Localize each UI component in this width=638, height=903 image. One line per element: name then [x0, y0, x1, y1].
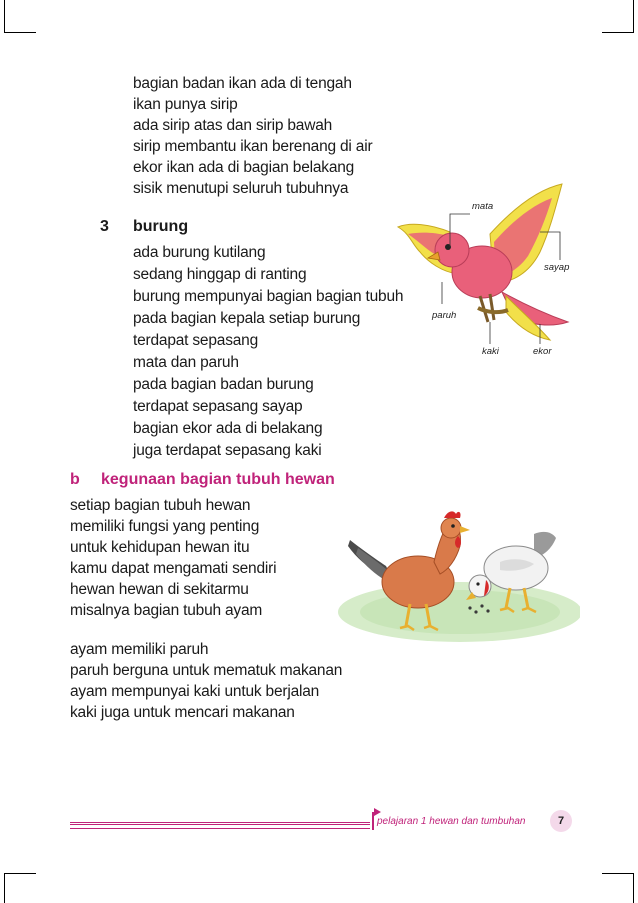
text-line: bagian ekor ada di belakang: [133, 420, 323, 437]
text-line: ada burung kutilang: [133, 244, 266, 261]
footer-arrow-icon: [374, 808, 381, 816]
text-line: terdapat sepasang sayap: [133, 398, 303, 415]
page-number: 7: [550, 810, 572, 832]
text-line: burung mempunyai bagian bagian tubuh: [133, 288, 404, 305]
text-line: kaki juga untuk mencari makanan: [70, 704, 295, 721]
text-line: juga terdapat sepasang kaki: [133, 442, 322, 459]
footer-text: pelajaran 1 hewan dan tumbuhan: [377, 816, 526, 827]
chickens-illustration: [330, 500, 580, 650]
crop-mark: [4, 0, 5, 32]
text-line: ikan punya sirip: [133, 96, 238, 113]
section-title: kegunaan bagian tubuh hewan: [101, 471, 335, 488]
text-line: misalnya bagian tubuh ayam: [70, 602, 263, 619]
text-line: bagian badan ikan ada di tengah: [133, 75, 352, 92]
crop-mark: [602, 873, 634, 874]
text-line: pada bagian kepala setiap burung: [133, 310, 361, 327]
crop-mark: [4, 32, 36, 33]
text-line: ekor ikan ada di bagian belakang: [133, 159, 355, 176]
section-title: burung: [133, 218, 189, 235]
text-line: ayam mempunyai kaki untuk berjalan: [70, 683, 320, 700]
crop-mark: [633, 0, 634, 32]
text-line: paruh berguna untuk mematuk makanan: [70, 662, 343, 679]
crop-mark: [4, 873, 5, 903]
bird-label-kaki: kaki: [482, 346, 499, 357]
text-line: sedang hinggap di ranting: [133, 266, 307, 283]
crop-mark: [602, 32, 634, 33]
text-line: kamu dapat mengamati sendiri: [70, 560, 277, 577]
section-letter: b: [70, 471, 80, 488]
crop-mark: [633, 873, 634, 903]
bird-label-ekor: ekor: [533, 346, 552, 357]
text-line: memiliki fungsi yang penting: [70, 518, 260, 535]
text-line: sirip membantu ikan berenang di air: [133, 138, 373, 155]
text-line: mata dan paruh: [133, 354, 239, 371]
text-line: hewan hewan di sekitarmu: [70, 581, 249, 598]
section-number: 3: [100, 218, 109, 235]
footer-rule-inner: [70, 824, 370, 825]
text-line: ayam memiliki paruh: [70, 641, 209, 658]
text-line: ada sirip atas dan sirip bawah: [133, 117, 333, 134]
text-line: untuk kehidupan hewan itu: [70, 539, 250, 556]
bird-label-mata: mata: [472, 201, 494, 212]
crop-mark: [4, 873, 36, 874]
text-line: terdapat sepasang: [133, 332, 259, 349]
text-line: setiap bagian tubuh hewan: [70, 497, 251, 514]
bird-label-paruh: paruh: [432, 310, 457, 321]
text-line: sisik menutupi seluruh tubuhnya: [133, 180, 349, 197]
bird-label-sayap: sayap: [544, 262, 570, 273]
text-line: pada bagian badan burung: [133, 376, 314, 393]
